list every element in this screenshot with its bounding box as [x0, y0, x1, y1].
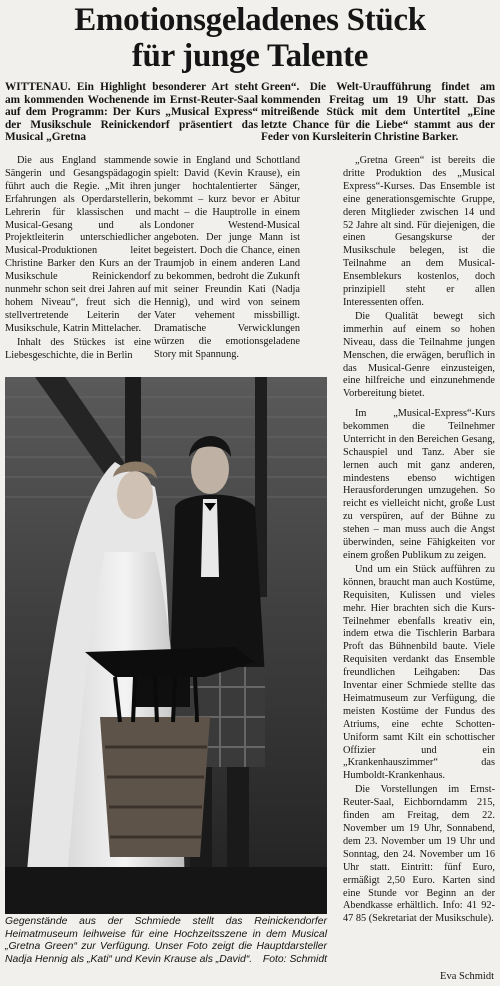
column-a-paragraph-2: Inhalt des Stückes ist eine Liebesgeschichte, die in Berlin [5, 336, 151, 361]
column-c-paragraph-1: „Gretna Green“ ist bereits die dritte Produktion des „Musical Express“-Kurses. Das Ensemble ist eine generationsgemischte Gruppe, deren Mitglieder zwischen 14 und 52 Jahre alt sind. Für diejenigen, die einen Gesangskurse der Musikschule belegen, ist die Teilnahme an dem Musical-Ensemblekurs kostenlos, doch prinzipiell steht er allen Interessenten offen. [343, 155, 495, 308]
caption-text: Gegenstände aus der Schmiede stellt das Reinickendorfer Heimatmuseum leihweise für eine Hochzeitsszene in dem Musical „Gretna Green“ zur Verfügung. Unser Foto zeigt die Hauptdarsteller Nadja Hennig als „Kati“ und Kevin Krause als „David“. [5, 916, 327, 965]
column-c-paragraph-2: Die Qualität bewegt sich immerhin auf einem so hohen Niveau, dass die Teilnahme jungen Menschen, die erwägen, beruflich in das Musical-Genre einzusteigen, eine hilfreiche und einzunehmende Vorbereitung bietet. [343, 310, 495, 400]
column-c-paragraph-4: Und um ein Stück aufführen zu können, braucht man auch Kostüme, Requisiten, Kulissen und vieles mehr. Hier brachten sich die Kurs-Teilnehmer ebenfalls kreativ ein, indem etwa die Tischlerin Barbara Proft das Bühnenbild baute. Viele Requisiten verdankt das Ensemble freundlichen Leihgaben: Das Inventar einer Schmiede stellte das Heimatmuseum zur Verfügung, die meisten Kostüme der Fundus des Atriums, eine echte Schotten-Uniform samt Kilt ein schottischer Offizier und ein „Krankenhauszimmer“ das Humboldt-Krankenhaus. [343, 563, 495, 782]
article-author: Eva Schmidt [440, 971, 494, 982]
headline-line-2: für junge Talente [131, 38, 369, 74]
body-column-c-top [343, 155, 495, 401]
photo-credit: Foto: Schmidt [262, 953, 327, 965]
column-a-paragraph-1: Die aus England stammende Sängerin und Gesangspädagogin führt auch die Regie. „Mit ihren Erfahrungen als Operdarstellerin, Lehrerin für klassischen und Musical-Gesang und als Projektleiterin unterschiedlicher Musical-Produktionen leitet Christine Barker den Kurs an der Musikschule Reinickendorf nunmehr schon seit drei Jahren auf hohem Niveau“, freut sich die stellvertretende Leiterin der Musikschule, Katrin Mittelacher. [5, 155, 151, 334]
photo-illustration [5, 377, 327, 914]
body-column-a [5, 155, 151, 363]
column-c-paragraph-3: Im „Musical-Express“-Kurs bekommen die Teilnehmer Unterricht in den Bereichen Gesang, Schauspiel und Tanz. Aber sie lernen auch mit ganz anderen, mindestens ebenso wichtigen Herausforderungen umzugehen. So reicht es vielleicht nicht, große Lust zu verspüren, auf der Bühne zu stehen – man muss auch die Angst überwinden, seine Fähigkeiten vor einem großen Publikum zu zeigen. [343, 408, 495, 561]
column-b-paragraph-1: sowie in England und Schottland spielt: David (Kevin Krause), ein junger hochtalentierter Sänger, bekommt – kurz bevor er Abitur macht – die Hauptrolle in einem Londoner Westend-Musical angeboten. Der junge Mann ist begeistert. Doch die Chance, einen Traumjob in einem anderen Land zu bekommen, bedroht die Zukunft mit seiner Freundin Kati (Nadja Hennig), und wird von seinem Vater vehement missbilligt. Dramatische Verwicklungen würzen die emotionsgeladene Story mit Spannung. [154, 155, 300, 360]
lead-column-2: Green“. Die Welt-Uraufführung findet am kommenden Freitag um 19 Uhr statt. Das mitreißende Stück mit dem Untertitel „Eine letzte Chance für die Liebe“ stammt aus der Feder von Kursleiterin Christine Barker. [261, 81, 495, 144]
headline-line-1: Emotionsgeladenes Stück [74, 2, 426, 38]
column-c-paragraph-5: Die Vorstellungen im Ernst-Reuter-Saal, Eichborndamm 215, finden am Freitag, dem 22. November um 19 Uhr, Sonnabend, dem 23. November um 19 Uhr und Sonntag, den 24. November um 16 Uhr statt. Eintritt: fünf Euro, ermäßigt 2,50 Euro. Karten sind eine Stunde vor Beginn an der Abendkasse erhältlich. Info: 41 92-47 85 (Sekretariat der Musikschule). [343, 784, 495, 925]
body-column-c-bottom [343, 408, 495, 926]
photo-caption [5, 916, 327, 966]
body-column-b [154, 155, 300, 362]
lead-column-1: WITTENAU. Ein Highlight besonderer Art steht am kommenden Wochenende im Ernst-Reuter-Saal auf dem Programm: Der Kurs „Musical Express“ der Musikschule Reinickendorf präsentiert das Musical „Gretna [5, 81, 258, 144]
article-photo [5, 377, 327, 914]
